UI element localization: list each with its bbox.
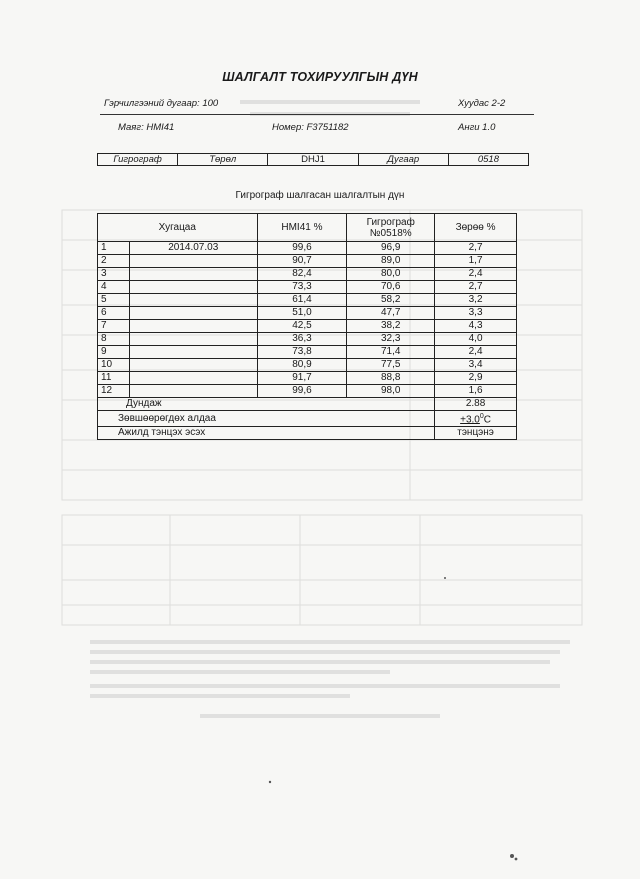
header-divider: [100, 114, 534, 115]
device-info-table: [97, 153, 529, 166]
table-row: [98, 372, 517, 385]
row-reference-value: 82,4: [257, 268, 347, 281]
tolerance-row: [98, 411, 517, 427]
table-row: [98, 268, 517, 281]
row-reference-value: 73,8: [257, 346, 347, 359]
row-date: [129, 320, 257, 333]
row-index: 12: [98, 385, 130, 398]
row-date: [129, 255, 257, 268]
average-value: 2.88: [435, 398, 517, 411]
serial-label: Номер: F3751182: [272, 122, 349, 133]
row-hygrograph-value: 58,2: [347, 294, 435, 307]
row-hygrograph-value: 89,0: [347, 255, 435, 268]
page-number: Хуудас 2-2: [458, 98, 506, 109]
table-row: [98, 242, 517, 255]
header-difference: Зөрөө %: [435, 214, 517, 242]
status-row: [98, 427, 517, 440]
device-type-value: DHJ1: [268, 154, 358, 166]
brand-label: Маяг: HMI41: [118, 122, 175, 133]
header-reference: HMI41 %: [257, 214, 347, 242]
row-index: 7: [98, 320, 130, 333]
row-date: 2014.07.03: [129, 242, 257, 255]
tolerance-label: Зөвшөөрөгдөх алдаа: [98, 411, 435, 427]
document-title: ШАЛГАЛТ ТОХИРУУЛГЫН ДҮН: [222, 70, 418, 84]
tolerance-unit: С: [483, 414, 492, 426]
row-hygrograph-value: 32,3: [347, 333, 435, 346]
row-difference-value: 2,9: [435, 372, 517, 385]
class-label: Анги 1.0: [458, 122, 496, 133]
row-hygrograph-value: 38,2: [347, 320, 435, 333]
row-reference-value: 61,4: [257, 294, 347, 307]
device-type-label: Төрөл: [178, 154, 268, 166]
row-difference-value: 4,3: [435, 320, 517, 333]
table-subtitle: Гигрограф шалгасан шалгалтын дүн: [235, 190, 405, 201]
row-index: 1: [98, 242, 130, 255]
row-date: [129, 333, 257, 346]
row-date: [129, 359, 257, 372]
certificate-number: Гэрчилгээний дугаар: 100: [104, 98, 219, 109]
row-index: 3: [98, 268, 130, 281]
row-reference-value: 36,3: [257, 333, 347, 346]
table-row: [98, 385, 517, 398]
row-reference-value: 80,9: [257, 359, 347, 372]
table-row: [98, 320, 517, 333]
row-reference-value: 91,7: [257, 372, 347, 385]
row-date: [129, 372, 257, 385]
row-index: 9: [98, 346, 130, 359]
row-reference-value: 42,5: [257, 320, 347, 333]
row-difference-value: 3,3: [435, 307, 517, 320]
tolerance-value: [435, 411, 517, 427]
row-date: [129, 294, 257, 307]
row-index: 2: [98, 255, 130, 268]
row-date: [129, 346, 257, 359]
row-difference-value: 1,6: [435, 385, 517, 398]
row-difference-value: 3,2: [435, 294, 517, 307]
row-hygrograph-value: 70,6: [347, 281, 435, 294]
header-hygrograph: [347, 214, 435, 242]
row-index: 4: [98, 281, 130, 294]
row-hygrograph-value: 88,8: [347, 372, 435, 385]
row-reference-value: 51,0: [257, 307, 347, 320]
row-difference-value: 3,4: [435, 359, 517, 372]
row-reference-value: 99,6: [257, 385, 347, 398]
row-reference-value: 73,3: [257, 281, 347, 294]
header-time: Хугацаа: [98, 214, 258, 242]
row-difference-value: 2,4: [435, 346, 517, 359]
row-hygrograph-value: 96,9: [347, 242, 435, 255]
tolerance-number: +3.0: [460, 414, 480, 426]
table-row: [98, 281, 517, 294]
device-number-label: Дугаар: [358, 154, 448, 166]
row-hygrograph-value: 77,5: [347, 359, 435, 372]
row-index: 8: [98, 333, 130, 346]
row-hygrograph-value: 98,0: [347, 385, 435, 398]
table-row: [98, 255, 517, 268]
degree-sup: 0: [479, 413, 484, 420]
table-row: [98, 359, 517, 372]
row-hygrograph-value: 47,7: [347, 307, 435, 320]
table-row: [98, 294, 517, 307]
table-row: [98, 333, 517, 346]
row-reference-value: 99,6: [257, 242, 347, 255]
average-row: [98, 398, 517, 411]
row-index: 5: [98, 294, 130, 307]
table-header-row: [98, 214, 517, 242]
device-number-value: 0518: [448, 154, 528, 166]
row-date: [129, 268, 257, 281]
row-difference-value: 2,7: [435, 281, 517, 294]
header-hygrograph-line1: Гигрограф: [366, 216, 415, 228]
row-difference-value: 2,4: [435, 268, 517, 281]
row-date: [129, 281, 257, 294]
row-index: 6: [98, 307, 130, 320]
device-name: Гигрограф: [98, 154, 178, 166]
row-date: [129, 307, 257, 320]
row-difference-value: 2,7: [435, 242, 517, 255]
row-hygrograph-value: 71,4: [347, 346, 435, 359]
status-label: Ажилд тэнцэх эсэх: [98, 427, 435, 440]
row-index: 11: [98, 372, 130, 385]
table-row: [98, 346, 517, 359]
row-difference-value: 1,7: [435, 255, 517, 268]
status-value: тэнцэнэ: [435, 427, 517, 440]
row-reference-value: 90,7: [257, 255, 347, 268]
average-label: Дундаж: [98, 398, 435, 411]
row-hygrograph-value: 80,0: [347, 268, 435, 281]
results-table: [97, 213, 517, 440]
row-index: 10: [98, 359, 130, 372]
header-hygrograph-line2: №0518%: [369, 227, 412, 239]
row-date: [129, 385, 257, 398]
row-difference-value: 4,0: [435, 333, 517, 346]
table-row: [98, 307, 517, 320]
